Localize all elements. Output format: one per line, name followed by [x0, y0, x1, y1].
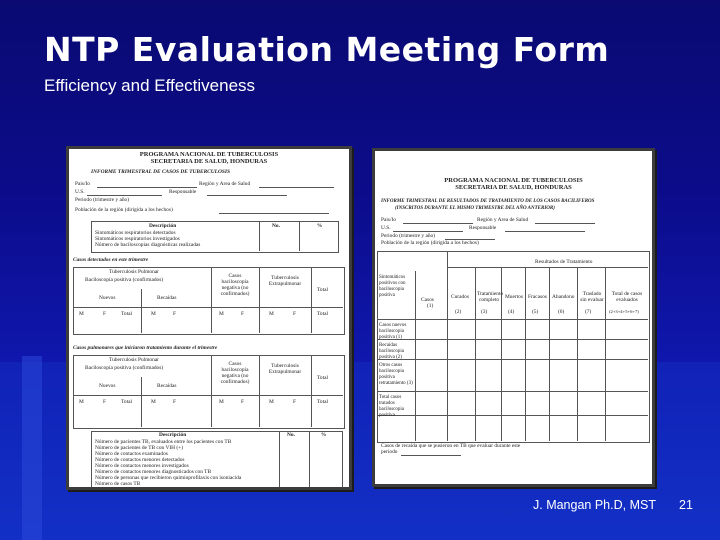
sex-col: F	[173, 311, 176, 317]
slide-subtitle: Efficiency and Effectiveness	[44, 76, 256, 95]
left-group-pulmonar: Tuberculosis Pulmonar	[109, 269, 159, 275]
slide-footer: J. Mangan Ph.D, MST	[533, 498, 656, 512]
left-col-nuevos: Nuevos	[99, 295, 116, 301]
slide-title: NTP Evaluation Meeting Form	[44, 30, 610, 69]
left-contacts-row: Número de contactos menores diagnosticados con TB	[95, 469, 212, 475]
left-section-1: Casos detectados en este trimestre	[73, 257, 149, 263]
right-form-title: INFORME TRIMESTRAL DE RESULTADOS DE TRATAMIENTO DE LOS CASOS BACILIFEROS	[381, 199, 595, 204]
sex-col: M	[79, 399, 84, 405]
sex-col: M	[151, 399, 156, 405]
right-field-periodo: Periodo (trimestre y año)	[381, 233, 436, 239]
right-col-num: (2+3+4+5+6+7)	[609, 309, 639, 314]
left-desc-row: Sintomáticos respiratorios investigados	[95, 236, 180, 242]
left-col-nuevos-2: Nuevos	[99, 383, 116, 389]
right-col: Fracasos	[528, 294, 547, 300]
right-col-num: (1)	[427, 303, 434, 309]
left-field-us: U.S.	[75, 189, 85, 195]
right-footnote-2: periodo	[381, 449, 398, 455]
left-contacts-row: Número de contactos menores investigados	[95, 463, 189, 469]
left-col-extra-2: Tuberculosis Extrapulmonar	[268, 363, 302, 375]
left-contacts-header: Descripción	[159, 432, 187, 438]
left-section-2: Casos pulmonares que iniciaron tratamiento durante el trimestre	[73, 345, 218, 351]
right-col-num: (5)	[532, 309, 539, 315]
right-col-num: (6)	[558, 309, 565, 315]
left-desc-row: Número de baciloscopias diagnósticas realizadas	[95, 242, 201, 248]
accent-bar	[22, 356, 42, 540]
right-row-label: Total casos tratados baciloscopia positiva	[379, 395, 404, 418]
right-col-num: (3)	[481, 309, 488, 315]
left-col-total-2: Total	[317, 375, 328, 381]
right-field-responsable: Responsable	[469, 225, 497, 231]
right-footnote-1: Casos de recaída que se pusieron en TB que evaluar durante este	[381, 443, 521, 449]
left-col-bk-neg: Casos baciloscopía negativa (no confirmados)	[220, 273, 250, 297]
left-contacts-col-pct: %	[321, 432, 327, 438]
left-col-bk-neg-2: Casos baciloscopía negativa (no confirmados)	[220, 361, 250, 385]
right-form-image	[372, 148, 655, 487]
right-col: Traslado sin evaluar	[580, 291, 604, 303]
right-field-poblacion: Población de la región (dirigida a los hechos)	[381, 240, 479, 246]
sex-col: M	[219, 399, 224, 405]
right-field-region: Región y Area de Salud	[477, 217, 529, 223]
right-field-pais: Pais/Io	[381, 217, 396, 223]
sex-col: F	[293, 399, 296, 405]
right-results-header: Resultados de Tratamiento	[535, 259, 593, 265]
right-form-title-2: (INSCRITOS DURANTE EL MISMO TRIMESTRE DEL AÑO ANTERIOR)	[395, 206, 555, 211]
sex-col: F	[293, 311, 296, 317]
left-col-no: No.	[272, 223, 280, 229]
sex-col: M	[219, 311, 224, 317]
left-field-periodo: Periodo (trimestre y año)	[75, 197, 130, 203]
sex-col: F	[173, 399, 176, 405]
right-row-label: Otros casos baciloscopia positiva retratamiento (3)	[379, 363, 413, 386]
sex-col: F	[241, 311, 244, 317]
left-group-pulmonar-2: Tuberculosis Pulmonar	[109, 357, 159, 363]
sex-col: Total	[121, 311, 132, 317]
left-desc-row: Sintomáticos respiratorios detectados	[95, 230, 176, 236]
right-col: Total de casos evaluados	[611, 291, 643, 303]
right-row-label: Casos nuevos baciloscopia positiva (1)	[379, 323, 407, 340]
right-col-num: (7)	[585, 309, 592, 315]
page-number: 21	[679, 498, 693, 512]
left-desc-header: Descripción	[149, 223, 177, 229]
left-field-responsable: Responsable	[169, 189, 197, 195]
left-contacts-col-no: No.	[287, 432, 295, 438]
left-form-title: INFORME TRIMESTRAL DE CASOS DE TUBERCULOSIS	[91, 169, 230, 175]
sex-col: M	[269, 311, 274, 317]
left-col-pct: %	[317, 223, 323, 229]
left-contacts-row: Número de contactos examinados	[95, 451, 168, 457]
left-contacts-row: Número de pacientes TB, evaluados entre los pacientes con TB	[95, 439, 232, 445]
left-col-bk-pos-2: Baciloscopía positiva (confirmados)	[85, 365, 164, 371]
left-contacts-row: Número de personas que recibieron quimioprofilaxis con isoniacida	[95, 475, 242, 481]
right-row-header: Sintomáticos positivos con baciloscopia positiva	[379, 275, 406, 298]
left-contacts-row: Número de contactos menores detectados	[95, 457, 185, 463]
sex-col: M	[151, 311, 156, 317]
right-form-header-1: PROGRAMA NACIONAL DE TUBERCULOSIS	[444, 177, 583, 184]
right-row-label: Recaídas baciloscopia positiva (2)	[379, 343, 404, 360]
sex-col: Total	[317, 399, 328, 405]
left-form-header-1: PROGRAMA NACIONAL DE TUBERCULOSIS	[139, 151, 279, 158]
left-form-header-2: SECRETARIA DE SALUD, HONDURAS	[150, 158, 268, 165]
sex-col: Total	[121, 399, 132, 405]
left-col-total: Total	[317, 287, 328, 293]
right-col-num: (2)	[455, 309, 462, 315]
left-contacts-row: Número de casos TB	[95, 481, 141, 487]
left-contacts-row: Número de pacientes de TB con VIH (+)	[95, 445, 184, 451]
left-col-recaidas: Recaídas	[157, 295, 177, 301]
left-field-region: Región y Area de Salud	[199, 181, 251, 187]
right-col: Casos	[421, 297, 434, 303]
left-field-pais: Pais/Io	[75, 181, 90, 187]
left-field-poblacion: Población de la región (dirigida a los hechos)	[75, 207, 173, 213]
left-form-image	[66, 146, 352, 490]
right-col: Curados	[451, 294, 469, 300]
left-col-recaidas-2: Recaídas	[157, 383, 177, 389]
right-col: Muertos	[505, 294, 523, 300]
right-col-num: (4)	[508, 309, 515, 315]
left-col-bk-pos: Baciloscopía positiva (confirmados)	[85, 277, 164, 283]
right-col: Tratamiento completo	[477, 291, 504, 303]
sex-col: Total	[317, 311, 328, 317]
right-field-us: U.S.	[381, 225, 391, 231]
sex-col: F	[103, 311, 106, 317]
right-form-header-2: SECRETARIA DE SALUD, HONDURAS	[455, 184, 572, 191]
sex-col: F	[103, 399, 106, 405]
left-col-extra: Tuberculosis Extrapulmonar	[268, 275, 302, 287]
sex-col: F	[241, 399, 244, 405]
right-col: Abandono	[552, 294, 575, 300]
sex-col: M	[79, 311, 84, 317]
sex-col: M	[269, 399, 274, 405]
